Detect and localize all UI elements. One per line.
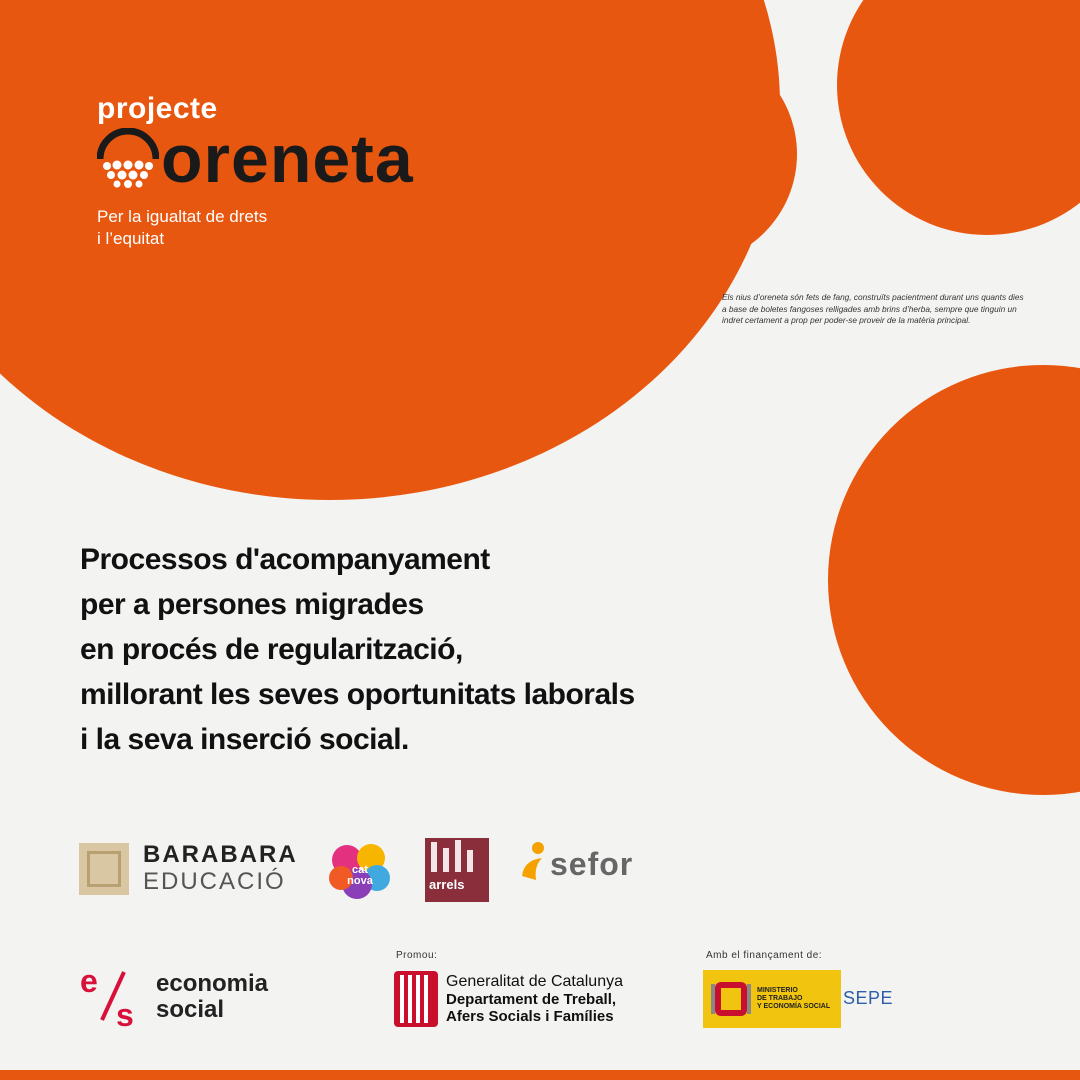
catnova-text-2: nova [347, 875, 373, 887]
economia-social-mark-icon [80, 966, 142, 1028]
economia-text: economia [156, 970, 269, 997]
barabara-educacio-logo [79, 842, 298, 896]
tagline [97, 206, 267, 250]
logo-word: oreneta [161, 121, 414, 197]
sepe-logo [843, 974, 893, 1024]
sepe-text: SEPE [843, 988, 894, 1008]
ministerio-l2: DE TRABAJO [757, 995, 803, 1002]
sefor-logo [520, 840, 633, 884]
ministerio-logo [703, 970, 841, 1028]
ministerio-l3: Y ECONOMÍA SOCIAL [757, 1003, 831, 1010]
logo-oreneta [97, 121, 414, 197]
tagline-line: Per la igualtat de drets [97, 207, 268, 226]
arrels-bars-icon [425, 838, 489, 874]
decor-circle [837, 0, 1080, 235]
bottom-accent-bar [0, 1070, 1080, 1080]
decor-circle [575, 43, 797, 265]
svg-text:e: e [80, 966, 98, 999]
dotted-o-icon [97, 128, 159, 190]
headline [80, 537, 820, 762]
promou-label: Promou: [396, 950, 438, 961]
gencat-dept-1: Departament de Treball, [446, 991, 617, 1008]
catnova-logo [327, 840, 393, 900]
social-text: social [156, 996, 225, 1023]
headline-line: Processos d'acompanyament [80, 543, 490, 576]
headline-line: per a persones migrades [80, 588, 424, 621]
senyera-icon [394, 971, 438, 1027]
generalitat-logo [394, 971, 623, 1027]
decor-circle-small [540, 290, 656, 406]
headline-line: en procés de regularització, [80, 633, 463, 666]
sefor-name: sefor [550, 846, 634, 882]
logo-projecte: projecte [97, 92, 218, 125]
tagline-line: i l’equitat [97, 229, 165, 248]
headline-line: i la seva inserció social. [80, 723, 409, 756]
svg-text:s: s [116, 997, 134, 1028]
ministerio-l1: MINISTERIO [757, 987, 798, 994]
economia-social-logo [80, 966, 268, 1028]
arrels-logo [425, 838, 489, 902]
decor-circle [828, 365, 1080, 795]
barabara-sub: EDUCACIÓ [143, 868, 286, 895]
sefor-person-icon [520, 840, 550, 884]
barabara-name: BARABARA [143, 841, 298, 868]
gencat-name: Generalitat de Catalunya [446, 973, 623, 990]
swallow-nest-note: Els nius d’oreneta són fets de fang, construïts pacientment durant uns quants dies a base de boletes fangoses relligades amb brins d’herba, sempre que tinguin un indret certament a prop per poder-se proveir de la matèria principal. [722, 292, 1024, 325]
arrels-name: arrels [429, 877, 465, 892]
financament-label: Amb el finançament de: [706, 950, 823, 961]
headline-line: millorant les seves oportunitats laborals [80, 678, 635, 711]
gencat-dept-2: Afers Socials i Famílies [446, 1008, 614, 1025]
catnova-text-1: cat [352, 864, 368, 876]
barabara-maze-icon [79, 843, 129, 895]
spain-shield-icon [711, 976, 751, 1022]
